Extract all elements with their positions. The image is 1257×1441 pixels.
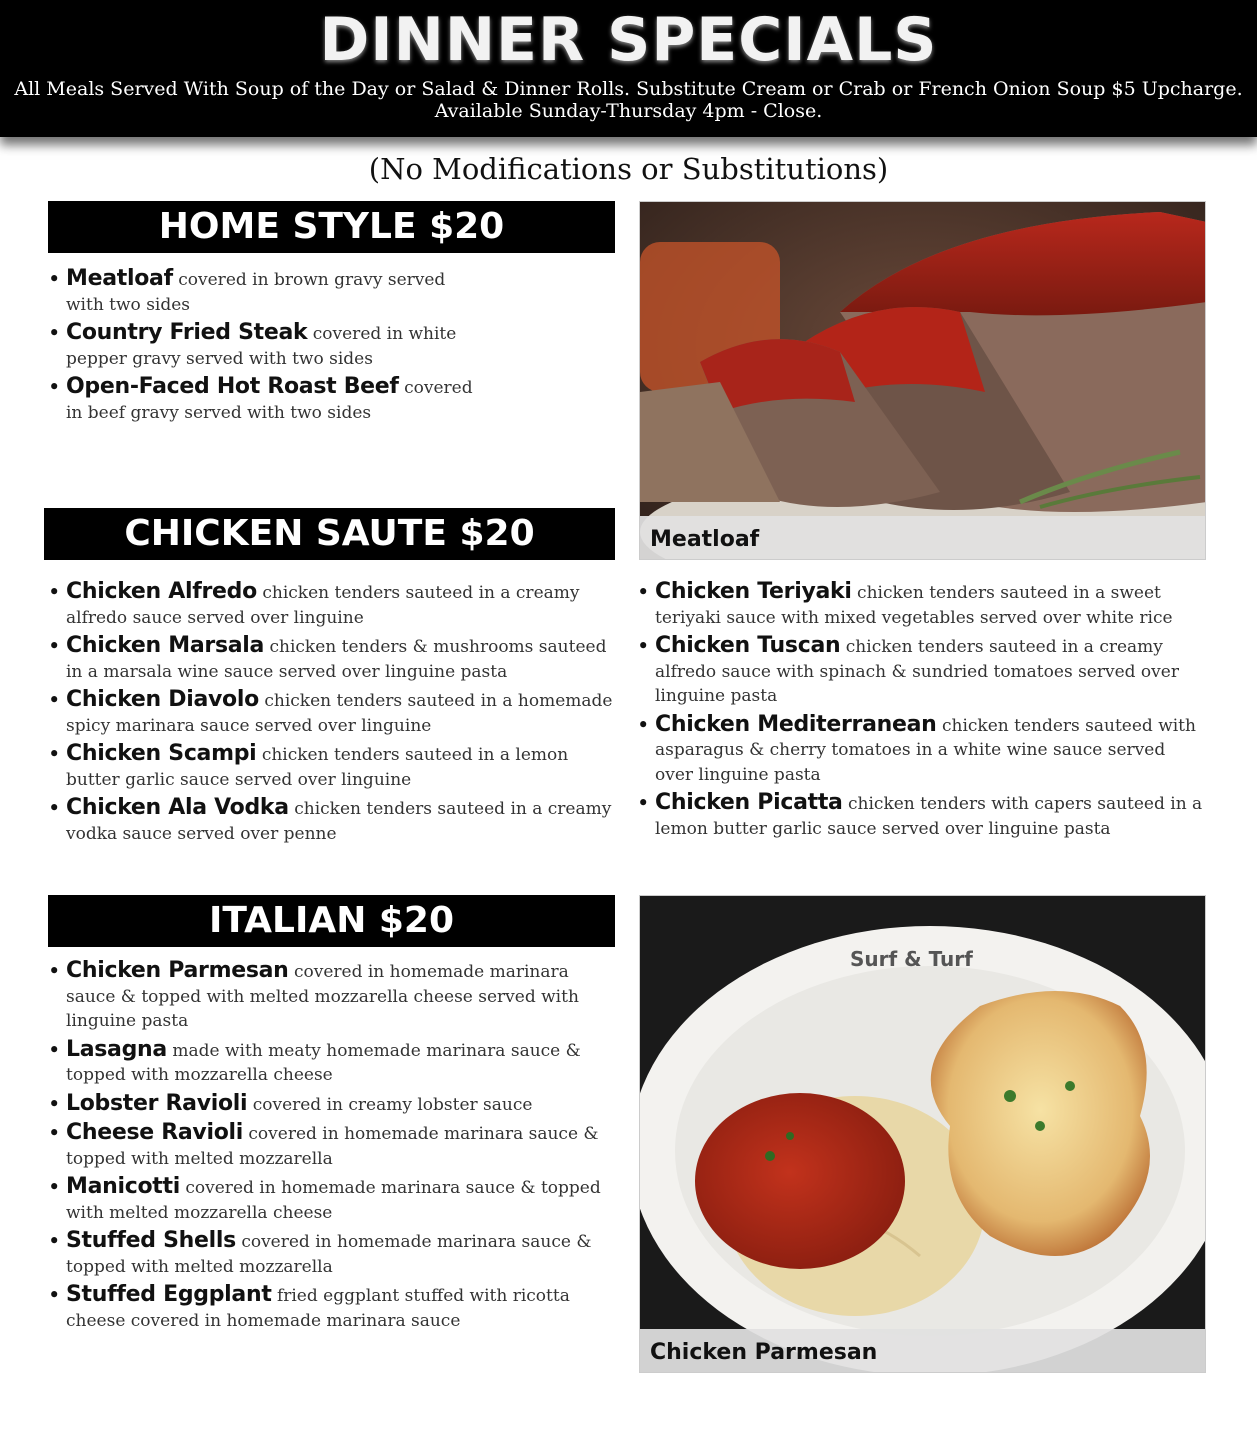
menu-item [48,1092,608,1118]
dish-description: covered in beef gravy served with two sides [66,378,473,423]
dish-name: Chicken Picatta [655,790,843,815]
menu-item [48,1283,608,1333]
dish-name: Stuffed Shells [66,1228,236,1253]
dish-description: covered in homemade marinara sauce & topped with melted mozzarella [66,1232,592,1277]
home-style-list [48,267,488,429]
dish-description: covered in creamy lobster sauce [252,1094,533,1115]
chicken-saute-list-right [637,580,1207,845]
chicken-parmesan-image [640,896,1206,1373]
dish-description: chicken tenders sauteed in a creamy vodka sauce served over penne [66,799,612,844]
dish-name: Meatloaf [66,266,173,291]
dish-name: Cheese Ravioli [66,1120,243,1145]
dish-name: Chicken Scampi [66,741,257,766]
page-header [0,0,1257,137]
dish-description: covered in white pepper gravy served with two sides [66,324,457,369]
meatloaf-image [640,202,1206,560]
dish-name: Chicken Teriyaki [655,579,852,604]
dish-name: Manicotti [66,1174,180,1199]
section-title-home-style: HOME STYLE $20 [48,201,615,253]
header-subtitle-line1: All Meals Served With Soup of the Day or Salad & Dinner Rolls. Substitute Cream or Crab or French Onion Soup $5 Upcharge. [14,78,1243,100]
dish-description: chicken tenders sauteed in a sweet teriyaki sauce with mixed vegetables served over white rice [655,583,1173,628]
menu-item [48,742,618,792]
dish-description: chicken tenders with capers sauteed in a lemon butter garlic sauce served over linguine pasta [655,794,1203,839]
meatloaf-photo [639,201,1206,560]
menu-item [637,713,1207,788]
dish-name: Chicken Mediterranean [655,711,937,737]
menu-item [637,634,1207,709]
menu-item [637,791,1207,841]
chicken-parmesan-photo [639,895,1206,1373]
menu-item [48,580,618,630]
dish-description: chicken tenders sauteed in a creamy alfredo sauce with spinach & sundried tomatoes served over linguine pasta [655,637,1179,706]
dish-description: chicken tenders & mushrooms sauteed in a marsala wine sauce served over linguine pasta [66,637,607,682]
menu-item [48,959,608,1034]
menu-item [48,1121,608,1171]
menu-item [48,1175,608,1225]
section-title-chicken-saute: CHICKEN SAUTE $20 [44,508,615,560]
dish-description: fried eggplant stuffed with ricotta cheese covered in homemade marinara sauce [66,1286,570,1331]
dish-name: Chicken Alfredo [66,579,257,604]
dish-description: chicken tenders sauteed in a homemade spicy marinara sauce served over linguine [66,691,613,736]
menu-item [48,321,488,371]
header-subtitle-line2: Available Sunday-Thursday 4pm - Close. [434,100,823,122]
menu-item [48,267,488,317]
dish-name: Lobster Ravioli [66,1090,248,1116]
italian-list [48,959,608,1337]
menu-item [637,580,1207,630]
disclaimer: (No Modifications or Substitutions) [368,152,889,186]
menu-item [48,688,618,738]
chicken-saute-list-left [48,580,618,850]
plate-logo-text: Surf & Turf [850,947,973,971]
dish-name: Open-Faced Hot Roast Beef [66,374,399,399]
dish-description: chicken tenders sauteed in a creamy alfredo sauce served over linguine [66,583,580,628]
chicken-parmesan-caption: Chicken Parmesan [640,1329,1205,1372]
dish-name: Country Fried Steak [66,320,308,345]
dish-description: chicken tenders sauteed in a lemon butter garlic sauce served over linguine [66,745,569,790]
dish-name: Chicken Diavolo [66,687,259,712]
dish-description: chicken tenders sauteed with asparagus & cherry tomatoes in a white wine sauce served over linguine pasta [655,715,1196,785]
menu-item [48,1038,608,1088]
dish-name: Lasagna [66,1036,167,1062]
menu-item [48,1229,608,1279]
dish-description: covered in brown gravy served with two sides [66,270,446,315]
dish-description: covered in homemade marinara sauce & topped with melted mozzarella [66,1124,599,1169]
dish-description: covered in homemade marinara sauce & topped with melted mozzarella cheese [66,1178,601,1223]
dish-name: Stuffed Eggplant [66,1282,272,1307]
dish-description: made with meaty homemade marinara sauce & topped with mozzarella cheese [66,1040,581,1085]
dish-name: Chicken Marsala [66,633,265,658]
dish-name: Chicken Ala Vodka [66,795,289,820]
meatloaf-caption: Meatloaf [640,516,1205,559]
dish-description: covered in homemade marinara sauce & topped with melted mozzarella cheese served with linguine pasta [66,962,579,1031]
page-title: DINNER SPECIALS [319,5,938,75]
section-title-italian: ITALIAN $20 [48,895,615,947]
menu-item [48,375,488,425]
dish-name: Chicken Parmesan [66,958,289,983]
menu-item [48,796,618,846]
menu-item [48,634,618,684]
dish-name: Chicken Tuscan [655,633,841,658]
